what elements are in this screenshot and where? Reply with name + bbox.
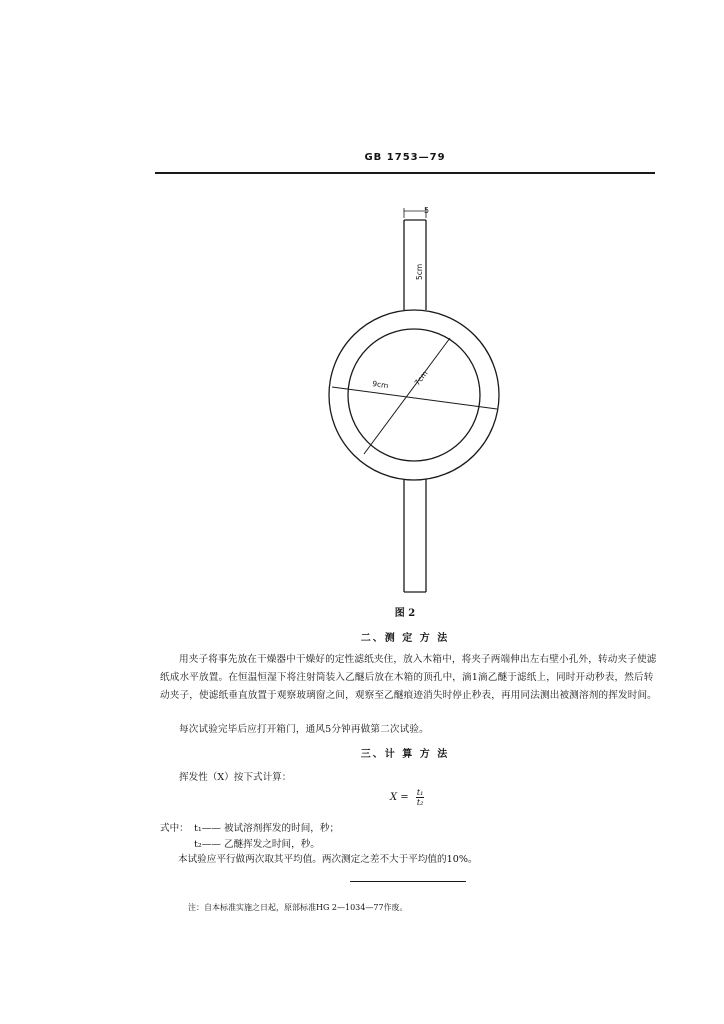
footnote-rule bbox=[350, 881, 466, 882]
calculation-intro: 挥发性（X）按下式计算： bbox=[179, 772, 292, 783]
section-title-calculation: 三、计 算 方 法 bbox=[360, 749, 450, 760]
outer-diameter-line bbox=[332, 387, 497, 409]
formula-fraction bbox=[416, 788, 424, 807]
header-rule bbox=[155, 172, 655, 174]
standard-number: GB 1753—79 bbox=[364, 152, 446, 163]
parallel-test-note: 本试验应平行做两次取其平均值。两次测定之差不大于平均值的10%。 bbox=[178, 854, 478, 865]
filter-clip-figure bbox=[300, 198, 520, 600]
formula-lhs: X = bbox=[390, 792, 409, 803]
measurement-paragraph: 用夹子将事先放在干燥器中干燥好的定性滤纸夹住，放入木箱中，将夹子两端伸出左右壁小孔外，转动夹子使滤纸成水平放置。在恒温恒湿下将注射筒装入乙醚后放在木箱的顶孔中，滴1滴乙醚于滤纸上，同时开动秒表，然后转动夹子，使滤纸垂直放置于观察玻璃窗之间，观察至乙醚痕迹消失时停止秒表，再用同法测出被测溶剂的挥发时间。 bbox=[160, 654, 657, 701]
section-title-measurement: 二、测 定 方 法 bbox=[360, 633, 450, 644]
where-t2: t₂—— 乙醚挥发之时间，秒。 bbox=[194, 839, 320, 850]
ventilation-paragraph: 每次试验完毕后应打开箱门，通风5分钟再做第二次试验。 bbox=[179, 724, 429, 735]
inner-diameter-line bbox=[364, 338, 450, 454]
dim-handle-label: 5cm bbox=[415, 263, 424, 280]
formula-numerator: t₁ bbox=[416, 788, 424, 797]
volatility-formula bbox=[390, 788, 424, 807]
dim-inner-label: 7cm bbox=[412, 368, 430, 388]
dim-top-label: 5 bbox=[424, 206, 430, 215]
outer-ring bbox=[329, 310, 499, 480]
figure-caption: 图 2 bbox=[394, 608, 416, 619]
formula-denominator: t₂ bbox=[416, 798, 424, 807]
footnote: 注：自本标准实施之日起，原部标准HG 2—1034—77作废。 bbox=[188, 903, 408, 912]
inner-ring bbox=[348, 329, 480, 461]
where-t1: t₁—— 被试溶剂挥发的时间，秒； bbox=[194, 823, 340, 834]
dim-outer-label: 9cm bbox=[371, 379, 390, 391]
where-prefix: 式中： bbox=[160, 823, 189, 834]
